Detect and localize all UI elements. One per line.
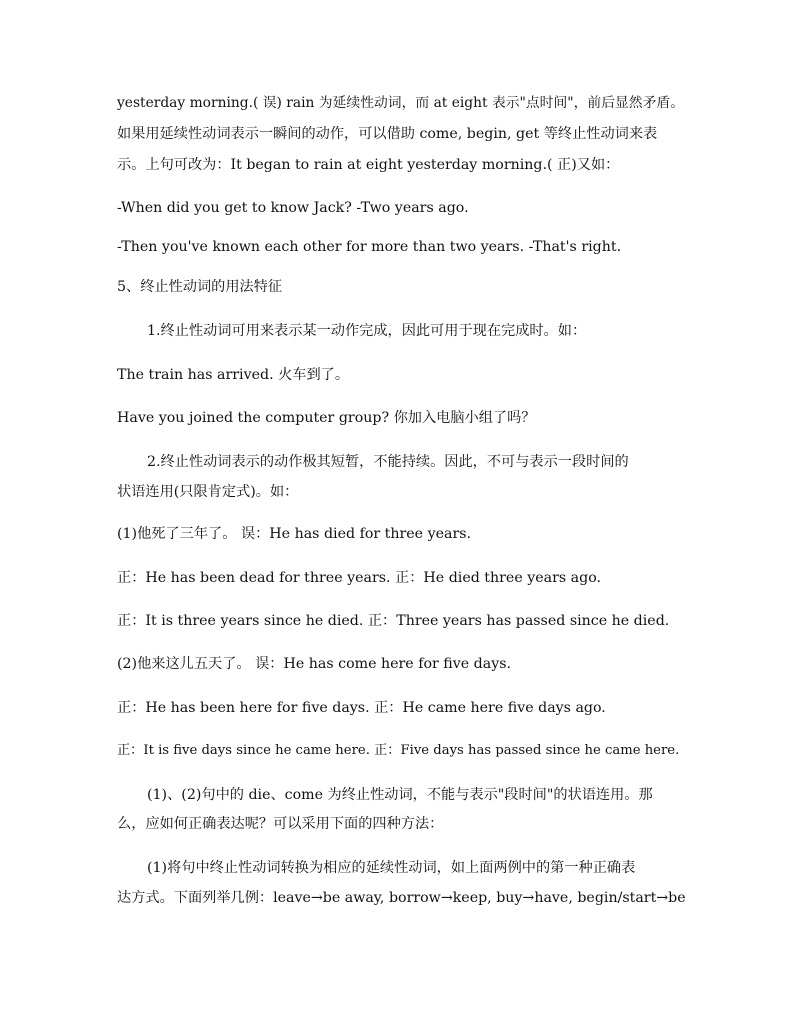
- text-line-17: 正：It is five days since he came here. 正：Five days has passed since he came here.: [117, 743, 680, 758]
- text-line-9: Have you joined the computer group? 你加入电脑小组了吗？: [117, 410, 536, 426]
- text-line-18: (1)、(2)句中的 die、come 为终止性动词，不能与表示"段时间"的状语连用。那: [147, 787, 653, 803]
- text-line-1: yesterday morning.( 误) rain 为延续性动词，而 at eight 表示"点时间"，前后显然矛盾。: [117, 95, 684, 111]
- text-line-2: 如果用延续性动词表示一瞬间的动作，可以借助 come, begin, get 等终止性动词来表: [117, 126, 658, 142]
- text-line-10: 2.终止性动词表示的动作极其短暂，不能持续。因此，不可与表示一段时间的: [147, 454, 629, 470]
- text-line-5: -Then you've known each other for more than two years. -That's right.: [117, 239, 622, 255]
- text-line-20: (1)将句中终止性动词转换为相应的延续性动词，如上面两例中的第一种正确表: [147, 860, 636, 876]
- text-line-4: -When did you get to know Jack? -Two years ago.: [117, 200, 469, 216]
- text-line-11: 状语连用(只限肯定式)。如：: [117, 484, 299, 500]
- text-line-19: 么，应如何正确表达呢？可以采用下面的四种方法：: [117, 816, 444, 832]
- text-line-7: 1.终止性动词可用来表示某一动作完成，因此可用于现在完成时。如：: [147, 323, 587, 339]
- text-line-13: 正：He has been dead for three years. 正：He died three years ago.: [117, 570, 602, 586]
- text-line-12: (1)他死了三年了。 误：He has died for three years.: [117, 526, 472, 542]
- text-line-15: (2)他来这儿五天了。 误：He has come here for five days.: [117, 656, 512, 672]
- text-line-8: The train has arrived. 火车到了。: [117, 367, 350, 383]
- text-line-3: 示。上句可改为：It began to rain at eight yesterday morning.( 正)又如：: [117, 157, 620, 173]
- text-line-14: 正：It is three years since he died. 正：Three years has passed since he died.: [117, 613, 670, 629]
- text-line-21: 达方式。下面列举几例：leave→be away, borrow→keep, buy→have, begin/start→be: [117, 890, 686, 906]
- section-heading: 5、终止性动词的用法特征: [117, 279, 283, 295]
- text-line-16: 正：He has been here for five days. 正：He came here five days ago.: [117, 700, 606, 716]
